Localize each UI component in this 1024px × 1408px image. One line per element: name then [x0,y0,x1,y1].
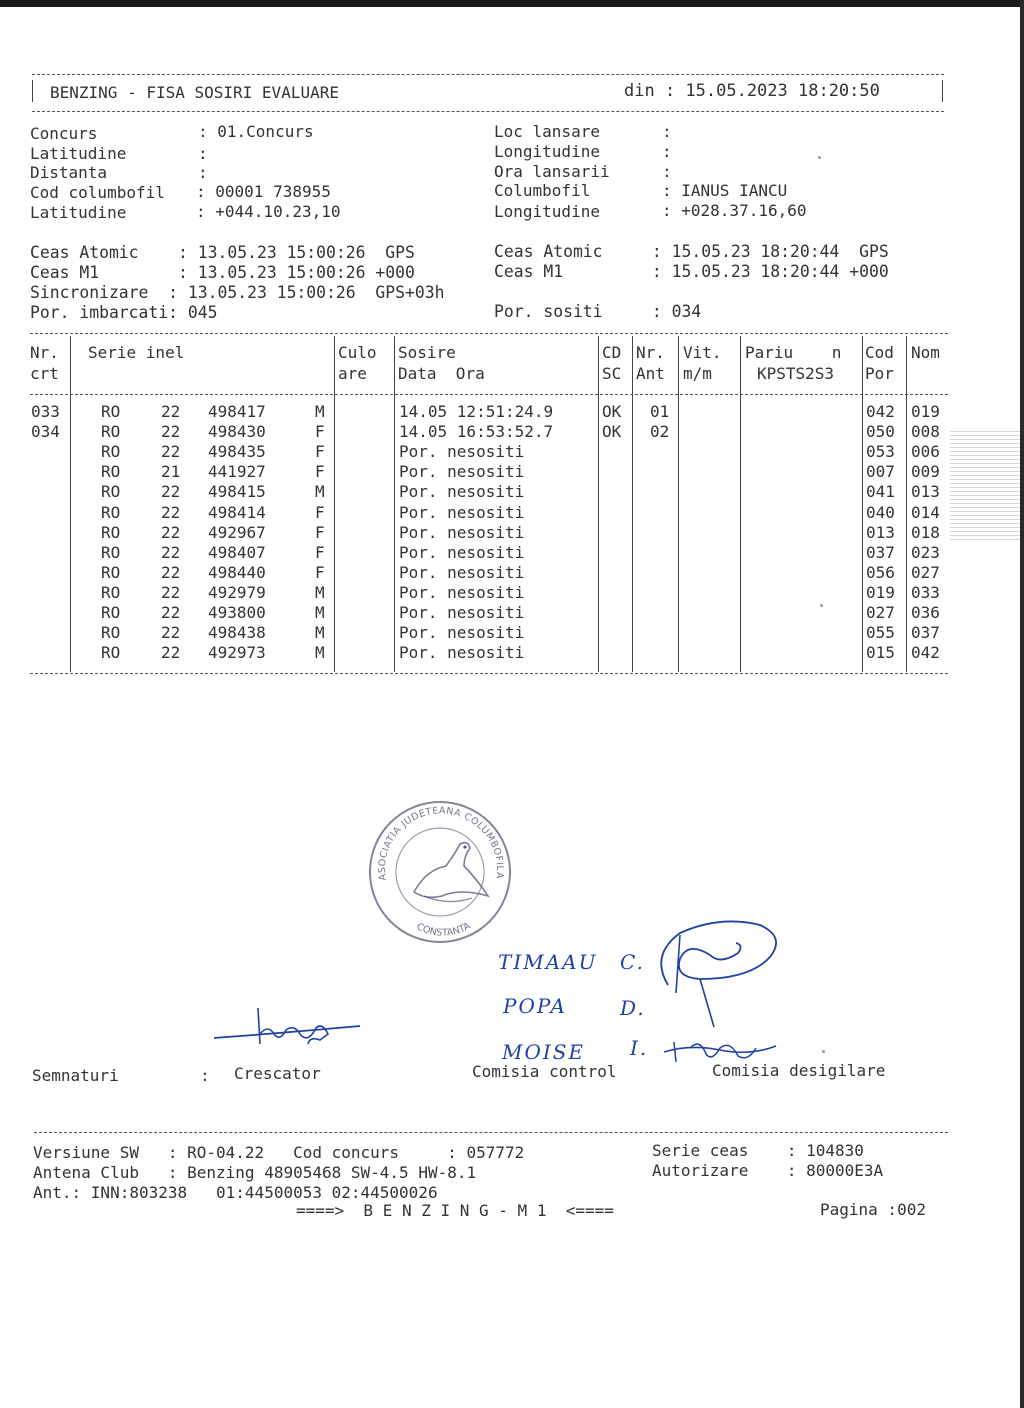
info-value: : [662,162,672,181]
crescator-signature [210,1004,370,1064]
header-data-ora: Data Ora [398,364,485,383]
cell-sosire: 14.05 16:53:52.7 [399,422,554,442]
cell-cod: 040 [866,502,895,522]
col-divider [862,336,863,672]
cell-nom: 023 [911,542,940,562]
info-value: : 01.Concurs [198,122,314,141]
info-label: Distanta [30,163,108,182]
cell-cd: OK [602,402,622,421]
cell-nom: 037 [911,623,940,643]
sincronizare: Sincronizare : 13.05.23 15:00:26 GPS+03h [30,283,445,302]
cell-cod: 013 [866,522,895,542]
cell-year: 22 [161,562,181,582]
ceas-m1-start: Ceas M1 : 13.05.23 15:00:26 +000 [30,263,415,282]
svg-text:CONSTANTA [415,920,473,938]
cell-sex: F [315,462,325,482]
table-header-rule [30,394,948,395]
header-kpsts: KPSTS2S3 [757,364,835,383]
cell-country: RO [101,623,121,643]
info-label: Latitudine [30,203,127,222]
scan-speck [822,1050,825,1053]
cell-cod: 007 [866,462,895,482]
header-bottom-rule [32,111,944,112]
cell-nom: 014 [911,502,940,522]
cell-sex: M [315,402,325,421]
info-value: : IANUS IANCU [662,181,788,200]
cell-sosire: Por. nesositi [399,562,525,582]
cell-ring: 498417 [208,402,266,421]
cell-ring: 498407 [208,542,266,562]
cell-year: 22 [161,402,181,421]
report-date: din : 15.05.2023 18:20:50 [624,81,880,101]
cell-year: 22 [161,643,181,663]
cell-year: 22 [161,502,181,522]
cell-sosire: Por. nesositi [399,502,525,522]
cell-country: RO [101,603,121,622]
cell-cod: 037 [866,542,895,562]
cell-year: 22 [161,442,181,462]
cell-year: 22 [161,522,181,542]
handwritten-initial-3: I. [630,1036,649,1060]
cell-cod: 050 [866,422,895,442]
cell-cod: 053 [866,442,895,462]
cell-sex: F [315,422,325,442]
cell-ring: 498440 [208,562,266,582]
semnaturi-label: Semnaturi [32,1066,119,1085]
header-left-border [32,80,33,102]
scan-edge-top [0,0,1024,7]
cell-year: 22 [161,422,181,442]
cell-nom: 006 [911,442,940,462]
cell-ant: 02 [650,422,670,442]
footer-antena: Antena Club : Benzing 48905468 SW-4.5 HW-8.1 [33,1163,477,1182]
handwritten-name-2: POPA [503,994,567,1018]
info-label: Longitudine [494,202,600,221]
table-top-rule [30,333,948,334]
info-value: : 00001 738955 [196,182,331,201]
cell-sex: F [315,442,325,462]
info-label: Concurs [30,124,98,143]
cell-ring: 492967 [208,522,266,542]
cell-sosire: Por. nesositi [399,462,525,482]
cell-ring: 498430 [208,422,266,442]
col-divider [678,336,679,672]
cell-sex: F [315,522,325,542]
cell-country: RO [101,522,121,542]
info-label: Columbofil [494,181,591,200]
cell-sex: F [315,502,325,522]
stamp-text-bottom: CONSTANTA [414,920,473,939]
header-top-rule [32,74,944,75]
comisia-desigilare-label: Comisia desigilare [712,1061,886,1080]
col-divider [70,336,71,672]
cell-nom: 033 [911,582,940,602]
handwritten-initial-1: C. [620,950,645,974]
crescator-label: Crescator [234,1064,321,1083]
cell-cod: 056 [866,562,895,582]
col-divider [598,336,599,672]
footer-versiune: Versiune SW : RO-04.22 Cod concurs : 057772 [33,1143,525,1162]
cell-sex: M [315,623,325,643]
cell-year: 22 [161,603,181,622]
header-vit: Vit. [683,343,722,362]
cell-sosire: Por. nesositi [399,482,525,502]
ceas-atomic-end: Ceas Atomic : 15.05.23 18:20:44 GPS [494,242,889,261]
cell-sex: F [315,542,325,562]
cell-ring: 492973 [208,643,266,663]
col-divider [632,336,633,672]
col-divider [906,336,907,672]
cell-country: RO [101,502,121,522]
col-divider [740,336,741,672]
header-sosire: Sosire [398,343,456,362]
handwritten-name-3: MOISE [502,1040,586,1064]
cell-country: RO [101,422,121,442]
scan-smear [950,430,1020,540]
ceas-atomic-start: Ceas Atomic : 13.05.23 15:00:26 GPS [30,243,415,262]
cell-cod: 015 [866,643,895,663]
cell-ant: 01 [650,402,670,421]
cell-sex: F [315,562,325,582]
info-label: Longitudine [494,142,600,161]
header-por: Por [865,364,894,383]
ceas-m1-end: Ceas M1 : 15.05.23 18:20:44 +000 [494,262,889,281]
cell-country: RO [101,402,121,421]
info-label: Cod columbofil [30,183,165,202]
cell-country: RO [101,462,121,482]
header-culo: Culo [338,343,377,362]
comisia-control-label: Comisia control [472,1062,617,1081]
cell-nom: 019 [911,402,940,421]
footer-ant: Ant.: INN:803238 01:44500053 02:44500026 [33,1183,438,1202]
cell-sosire: Por. nesositi [399,603,525,622]
cell-year: 22 [161,582,181,602]
cell-nr: 034 [31,422,60,442]
cell-cod: 055 [866,623,895,643]
cell-sex: M [315,482,325,502]
info-value: : [662,122,672,141]
header-sc: SC [602,364,622,383]
cell-nom: 013 [911,482,940,502]
info-label: Ora lansarii [494,162,610,181]
cell-cod: 041 [866,482,895,502]
scan-edge-right [1020,0,1024,1408]
cell-nr: 033 [31,402,60,421]
por-sositi: Por. sositi : 034 [494,302,702,321]
cell-year: 22 [161,482,181,502]
cell-sosire: Por. nesositi [399,542,525,562]
cell-country: RO [101,442,121,462]
scan-speck [818,156,821,159]
cell-ring: 498415 [208,482,266,502]
cell-sex: M [315,603,325,622]
cell-country: RO [101,582,121,602]
cell-cod: 019 [866,582,895,602]
cell-year: 21 [161,462,181,482]
cell-nom: 027 [911,562,940,582]
cell-cod: 042 [866,402,895,421]
cell-sex: M [315,582,325,602]
cell-sosire: 14.05 12:51:24.9 [399,402,554,421]
cell-year: 22 [161,623,181,643]
handwritten-name-1: TIMAAU [498,950,598,974]
cell-country: RO [101,643,121,663]
cell-sosire: Por. nesositi [399,582,525,602]
cell-sosire: Por. nesositi [399,522,525,542]
cell-nom: 009 [911,462,940,482]
cell-ring: 441927 [208,462,266,482]
info-value: : +028.37.16,60 [662,201,807,220]
header-nr-ant: Nr. [636,343,665,362]
header-nr: Nr. [30,343,59,362]
col-divider [334,336,335,672]
cell-country: RO [101,562,121,582]
semnaturi-colon: : [200,1066,210,1085]
scan-speck [820,604,823,607]
handwritten-initial-2: D. [620,996,646,1020]
header-pariu: Pariu n [745,343,842,362]
info-label: Latitudine [30,144,127,163]
header-cd: CD [602,343,622,362]
footer-pagina: Pagina :002 [820,1200,926,1219]
cell-nom: 036 [911,603,940,622]
info-value: : [198,144,208,163]
header-crt: crt [30,364,59,383]
cell-year: 22 [161,542,181,562]
info-label: Loc lansare [494,122,600,141]
footer-serie-ceas: Serie ceas : 104830 [652,1141,864,1160]
cell-ring: 493800 [208,603,266,622]
cell-country: RO [101,542,121,562]
cell-nom: 042 [911,643,940,663]
footer-autorizare: Autorizare : 80000E3A [652,1161,884,1180]
cell-sosire: Por. nesositi [399,623,525,643]
por-imbarcati: Por. imbarcati: 045 [30,303,218,322]
header-culoare: are [338,364,367,383]
header-serie: Serie inel [88,343,185,362]
header-right-border [942,80,943,102]
footer-brand: ====> B E N Z I N G - M 1 <==== [296,1201,614,1220]
cell-country: RO [101,482,121,502]
info-value: : [662,142,672,161]
cell-cd: OK [602,422,622,442]
cell-sex: M [315,643,325,663]
report-title: BENZING - FISA SOSIRI EVALUARE [50,83,339,102]
cell-sosire: Por. nesositi [399,643,525,663]
header-ant: Ant [636,364,665,383]
cell-ring: 498435 [208,442,266,462]
cell-nom: 008 [911,422,940,442]
col-divider [394,336,395,672]
stamp-text-top: ASOCIATIA JUDETEANA COLUMBOFILA [376,805,506,882]
cell-ring: 498414 [208,502,266,522]
footer-rule [34,1132,948,1133]
header-nom: Nom [911,343,940,362]
info-value: : +044.10.23,10 [196,202,341,221]
cell-nom: 018 [911,522,940,542]
association-stamp [364,800,516,945]
header-mm: m/m [683,364,712,383]
cell-ring: 492979 [208,582,266,602]
cell-sosire: Por. nesositi [399,442,525,462]
info-value: : [198,163,208,182]
timaau-signature [640,915,790,1035]
cell-cod: 027 [866,603,895,622]
table-bottom-rule [30,673,948,674]
cell-ring: 498438 [208,623,266,643]
header-cod: Cod [865,343,894,362]
